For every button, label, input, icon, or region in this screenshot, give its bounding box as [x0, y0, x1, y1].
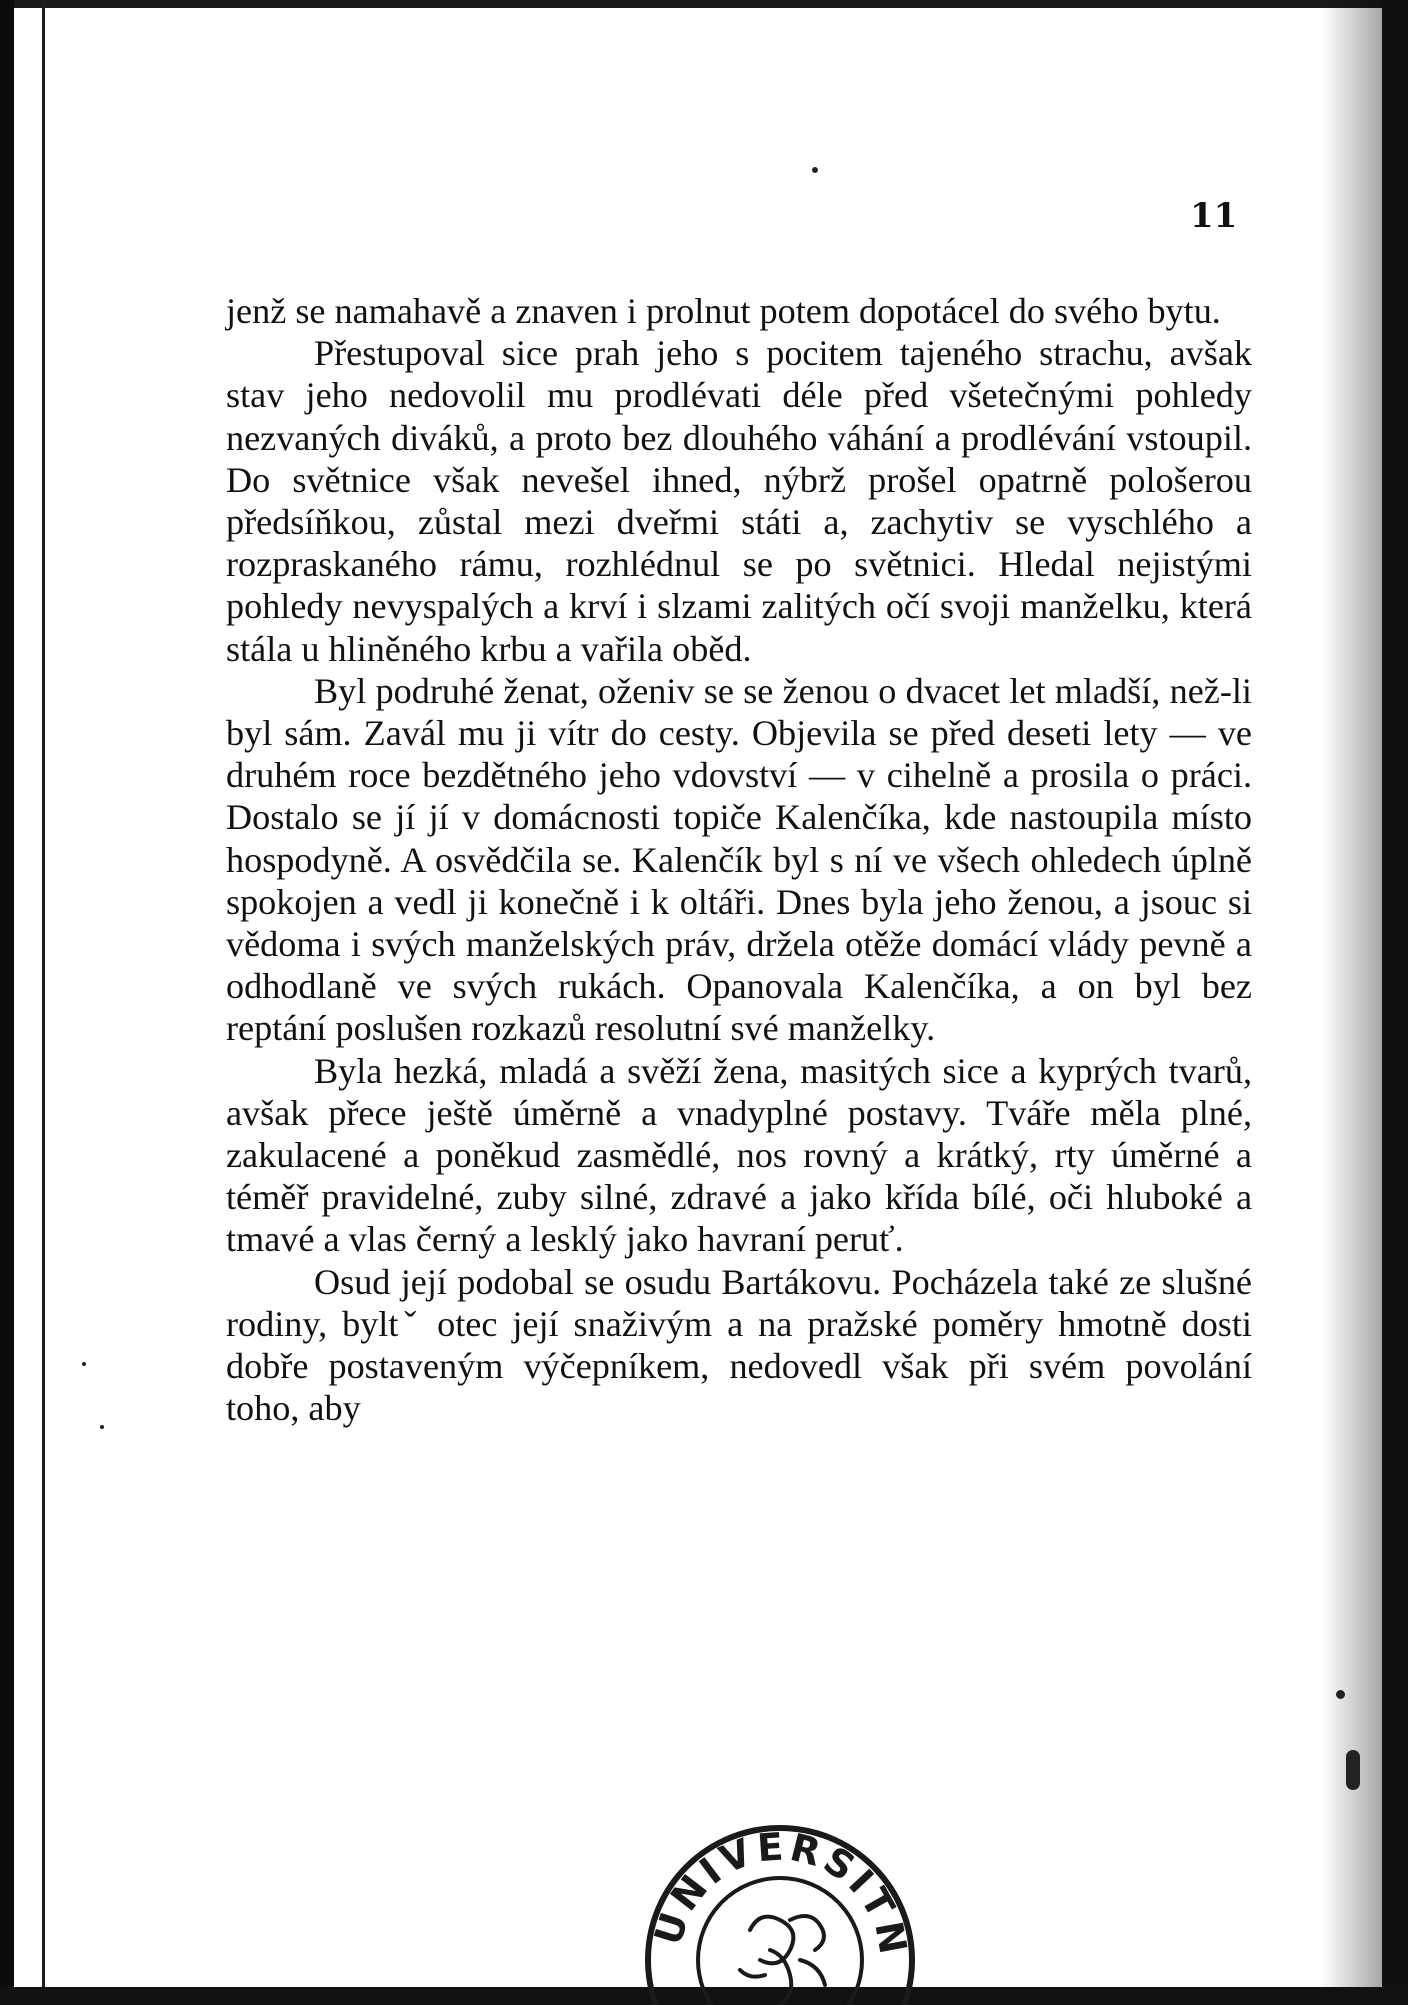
- paragraph-1: jenž se namahavě a znaven i prolnut potem dopotácel do svého bytu.: [226, 291, 1221, 331]
- stamp-icon: [640, 1810, 920, 2005]
- scan-speck: [812, 167, 818, 173]
- scan-fold-line: [42, 0, 45, 2005]
- scan-border-top: [0, 0, 1408, 8]
- scan-speck: [100, 1425, 104, 1429]
- library-stamp: [640, 1810, 920, 2005]
- scan-shadow-right: [1322, 0, 1382, 2005]
- scan-border-right: [1382, 0, 1408, 2005]
- page-number: 11: [1190, 196, 1238, 236]
- scan-speck: [1346, 1750, 1360, 1790]
- paragraph-3: Byl podruhé ženat, oženiv se se ženou o dvacet let mladší, než-li byl sám. Zavál mu ji vítr do cesty. Objevila se před deseti lety — ve druhém roce bezdětného jeho vdovství — v cihelně a prosila o práci. Dostalo se jí jí v domácnosti topiče Kalenčíka, kde nastoupila místo hospodyně. A osvědčila se. Kalenčík byl s ní ve všech ohledech úplně spokojen a vedl ji konečně i k oltáři. Dnes byla jeho ženou, a jsouc si vědoma i svých manželských práv, držela otěže domácí vlády pevně a odhodlaně ve svých rukách. Opanovala Kalenčíka, a on byl bez reptání poslušen rozkazů resolutní své manželky.: [226, 670, 1252, 1049]
- svg-text:UNIVERSITNÍ KNIHO: [640, 1810, 916, 1961]
- scan-speck: [1336, 1690, 1345, 1699]
- body-text: [226, 290, 1252, 1429]
- paragraph-5: Osud její podobal se osudu Bartákovu. Pocházela také ze slušné rodiny, byltˇ otec její snaživým a na pražské poměry hmotně dosti dobře postaveným výčepníkem, nedovedl však při svém povolání toho, aby: [226, 1261, 1252, 1429]
- paragraph-2: Přestupoval sice prah jeho s pocitem tajeného strachu, avšak stav jeho nedovolil mu prodlévati déle před všetečnými pohledy nezvaných diváků, a proto bez dlouhého váhání a prodlévání vstoupil. Do světnice však nevešel ihned, nýbrž prošel opatrně pološerou předsíňkou, zůstal mezi dveřmi státi a, zachytiv se vyschlého a rozpraskaného rámu, rozhlédnul se po světnici. Hledal nejistými pohledy nevyspalých a krví i slzami zalitých očí svoji manželku, která stála u hliněného krbu a vařila oběd.: [226, 333, 1252, 669]
- scan-border-left: [0, 0, 14, 2005]
- scan-speck: [82, 1362, 86, 1366]
- paragraph-4: Byla hezká, mladá a svěží žena, masitých sice a kyprých tvarů, avšak přece ještě úměrně a vnadyplné postavy. Tváře měla plné, zakulacené a poněkud zasmědlé, nos rovný a krátký, rty úměrné a téměř pravidelné, zuby silné, zdravé a jako křída bílé, oči hluboké a tmavé a vlas černý a lesklý jako havraní peruť.: [226, 1050, 1252, 1260]
- stamp-text: UNIVERSITN: [645, 1824, 917, 1962]
